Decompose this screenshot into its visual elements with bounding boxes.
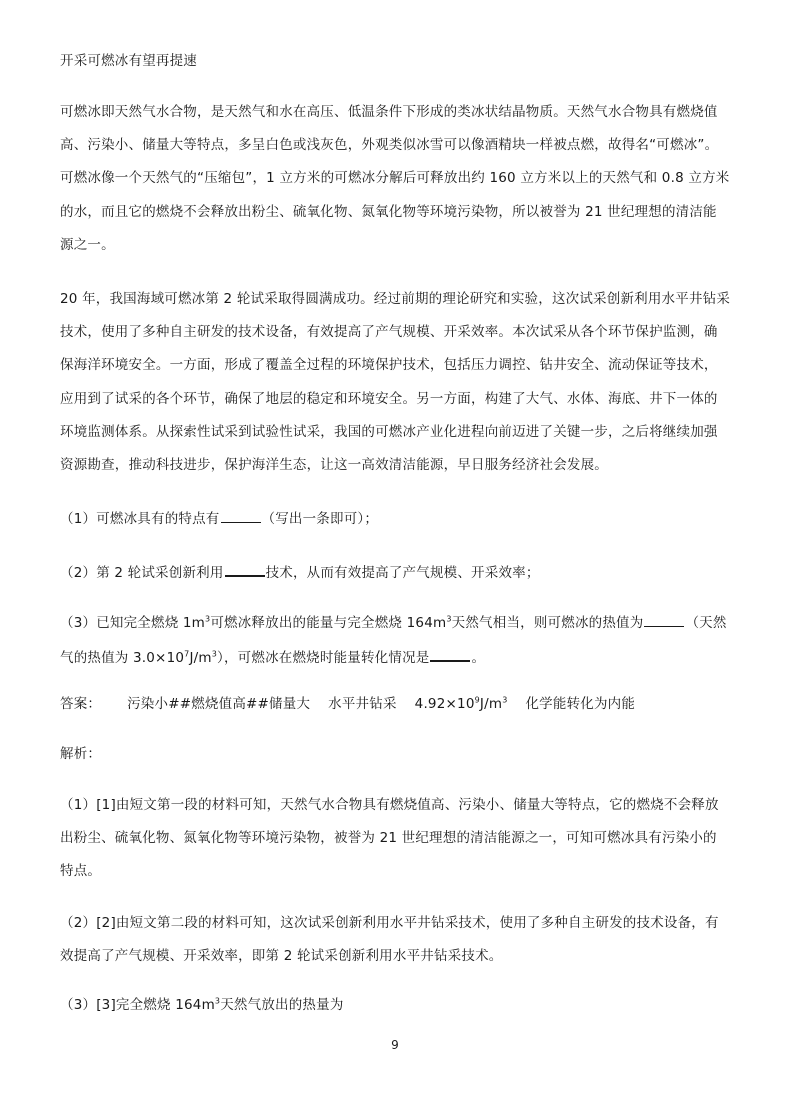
text-line: 20 年，我国海域可燃冰第 2 轮试采取得圆满成功。经过前期的理论研究和实验，这次试采创新利用水平井钻采: [60, 291, 731, 307]
question-1: [60, 508, 740, 528]
answer-blank: [221, 508, 261, 523]
question-3-text: 气的热值为 3.0×10: [60, 650, 185, 666]
analysis-3-text: 天然气放出的热量为: [220, 997, 344, 1013]
text-line: 效提高了产气规模、开采效率，即第 2 轮试采创新利用水平井钻采技术。: [60, 948, 503, 964]
question-3-text: （3）已知完全燃烧 1m: [60, 615, 206, 631]
answer-3: [415, 695, 508, 713]
superscript: 3: [214, 996, 221, 1006]
superscript: 9: [474, 695, 480, 705]
answer-1: 污染小##燃烧值高##储量大: [127, 696, 311, 712]
question-3-text: J/m: [189, 650, 212, 666]
answer-blank: [225, 561, 265, 577]
text-line: （2）[2]由短文第二段的材料可知，这次试采创新利用水平井钻采技术，使用了多种自主研发的技术设备，有: [60, 915, 719, 931]
superscript: 3: [502, 695, 508, 705]
question-1-prefix: （1）可燃冰具有的特点有: [60, 511, 220, 527]
question-3-text: ），可燃冰在燃烧时能量转化情况是: [217, 650, 430, 666]
answer-3-unit: J/m: [479, 696, 503, 712]
answer-label: 答案：: [60, 696, 102, 712]
text-line: 资源勘查，推动科技进步，保护海洋生态，让这一高效清洁能源，早日服务经济社会发展。: [60, 457, 608, 473]
text-line: 源之一。: [60, 237, 115, 253]
answer-4: 化学能转化为内能: [525, 696, 636, 712]
superscript: 3: [211, 649, 218, 659]
page-number: 9: [391, 1038, 399, 1052]
text-line: （1）[1]由短文第一段的材料可知，天然气水合物具有燃烧值高、污染小、储量大等特点，它的燃烧不会释放: [60, 797, 719, 813]
text-line: 特点。: [60, 863, 102, 879]
analysis-3: [60, 996, 740, 1014]
text-line: 应用到了试采的各个环节，确保了地层的稳定和环境安全。另一方面，构建了大气、水体、海底、井下一体的: [60, 391, 718, 407]
text-line: 可燃冰即天然气水合物，是天然气和水在高压、低温条件下形成的类冰状结晶物质。天然气水合物具有燃烧值: [60, 104, 718, 120]
text-line: 可燃冰像一个天然气的“压缩包”，1 立方米的可燃冰分解后可释放出约 160 立方米以上的天然气和 0.8 立方米: [60, 170, 730, 186]
analysis-3-text: （3）[3]完全燃烧 164m: [60, 997, 215, 1013]
question-3-line-1: [60, 612, 740, 632]
superscript: 3: [205, 614, 211, 624]
question-3-text: 可燃冰释放出的能量与完全燃烧 164m: [210, 615, 447, 631]
analysis-label: 解析：: [60, 746, 102, 762]
answer-2: 水平井钻采: [328, 696, 397, 712]
text-line: 高、污染小、储量大等特点，多呈白色或浅灰色，外观类似冰雪可以像酒精块一样被点燃，故得名“可燃冰”。: [60, 137, 719, 153]
superscript: 3: [446, 614, 452, 624]
question-2: [60, 561, 740, 582]
text-line: 技术，使用了多种自主研发的技术设备，有效提高了产气规模、开采效率。本次试采从各个环节保护监测，确: [60, 324, 718, 340]
question-3-text: （天然: [685, 615, 727, 631]
question-3-text: 天然气相当，则可燃冰的热值为: [451, 615, 644, 631]
text-line: 的水，而且它的燃烧不会释放出粉尘、硫氧化物、氮氧化物等环境污染物，所以被誉为 21 世纪理想的清洁能: [60, 204, 717, 220]
answer-blank: [644, 612, 684, 627]
answer-3-value: 4.92×10: [414, 696, 475, 712]
text-line: 出粉尘、硫氧化物、氮氧化物等环境污染物，被誉为 21 世纪理想的清洁能源之一，可知可燃冰具有污染小的: [60, 830, 717, 846]
question-3-line-2: [60, 646, 740, 667]
text-line: 保海洋环境安全。一方面，形成了覆盖全过程的环境保护技术，包括压力调控、钻井安全、流动保证等技术，: [60, 357, 718, 373]
superscript: 7: [184, 649, 190, 659]
question-2-prefix: （2）第 2 轮试采创新利用: [60, 565, 224, 581]
answer-blank: [430, 646, 470, 662]
question-2-suffix: 技术，从而有效提高了产气规模、开采效率；: [265, 565, 540, 581]
answer-line: [60, 695, 740, 713]
text-line: 环境监测体系。从探索性试采到试验性试采，我国的可燃冰产业化进程向前迈进了关键一步，之后将继续加强: [60, 424, 718, 440]
question-3-text: 。: [471, 650, 486, 666]
question-1-suffix: （写出一条即可）；: [261, 511, 379, 527]
document-header: 开采可燃冰有望再提速: [60, 53, 197, 69]
